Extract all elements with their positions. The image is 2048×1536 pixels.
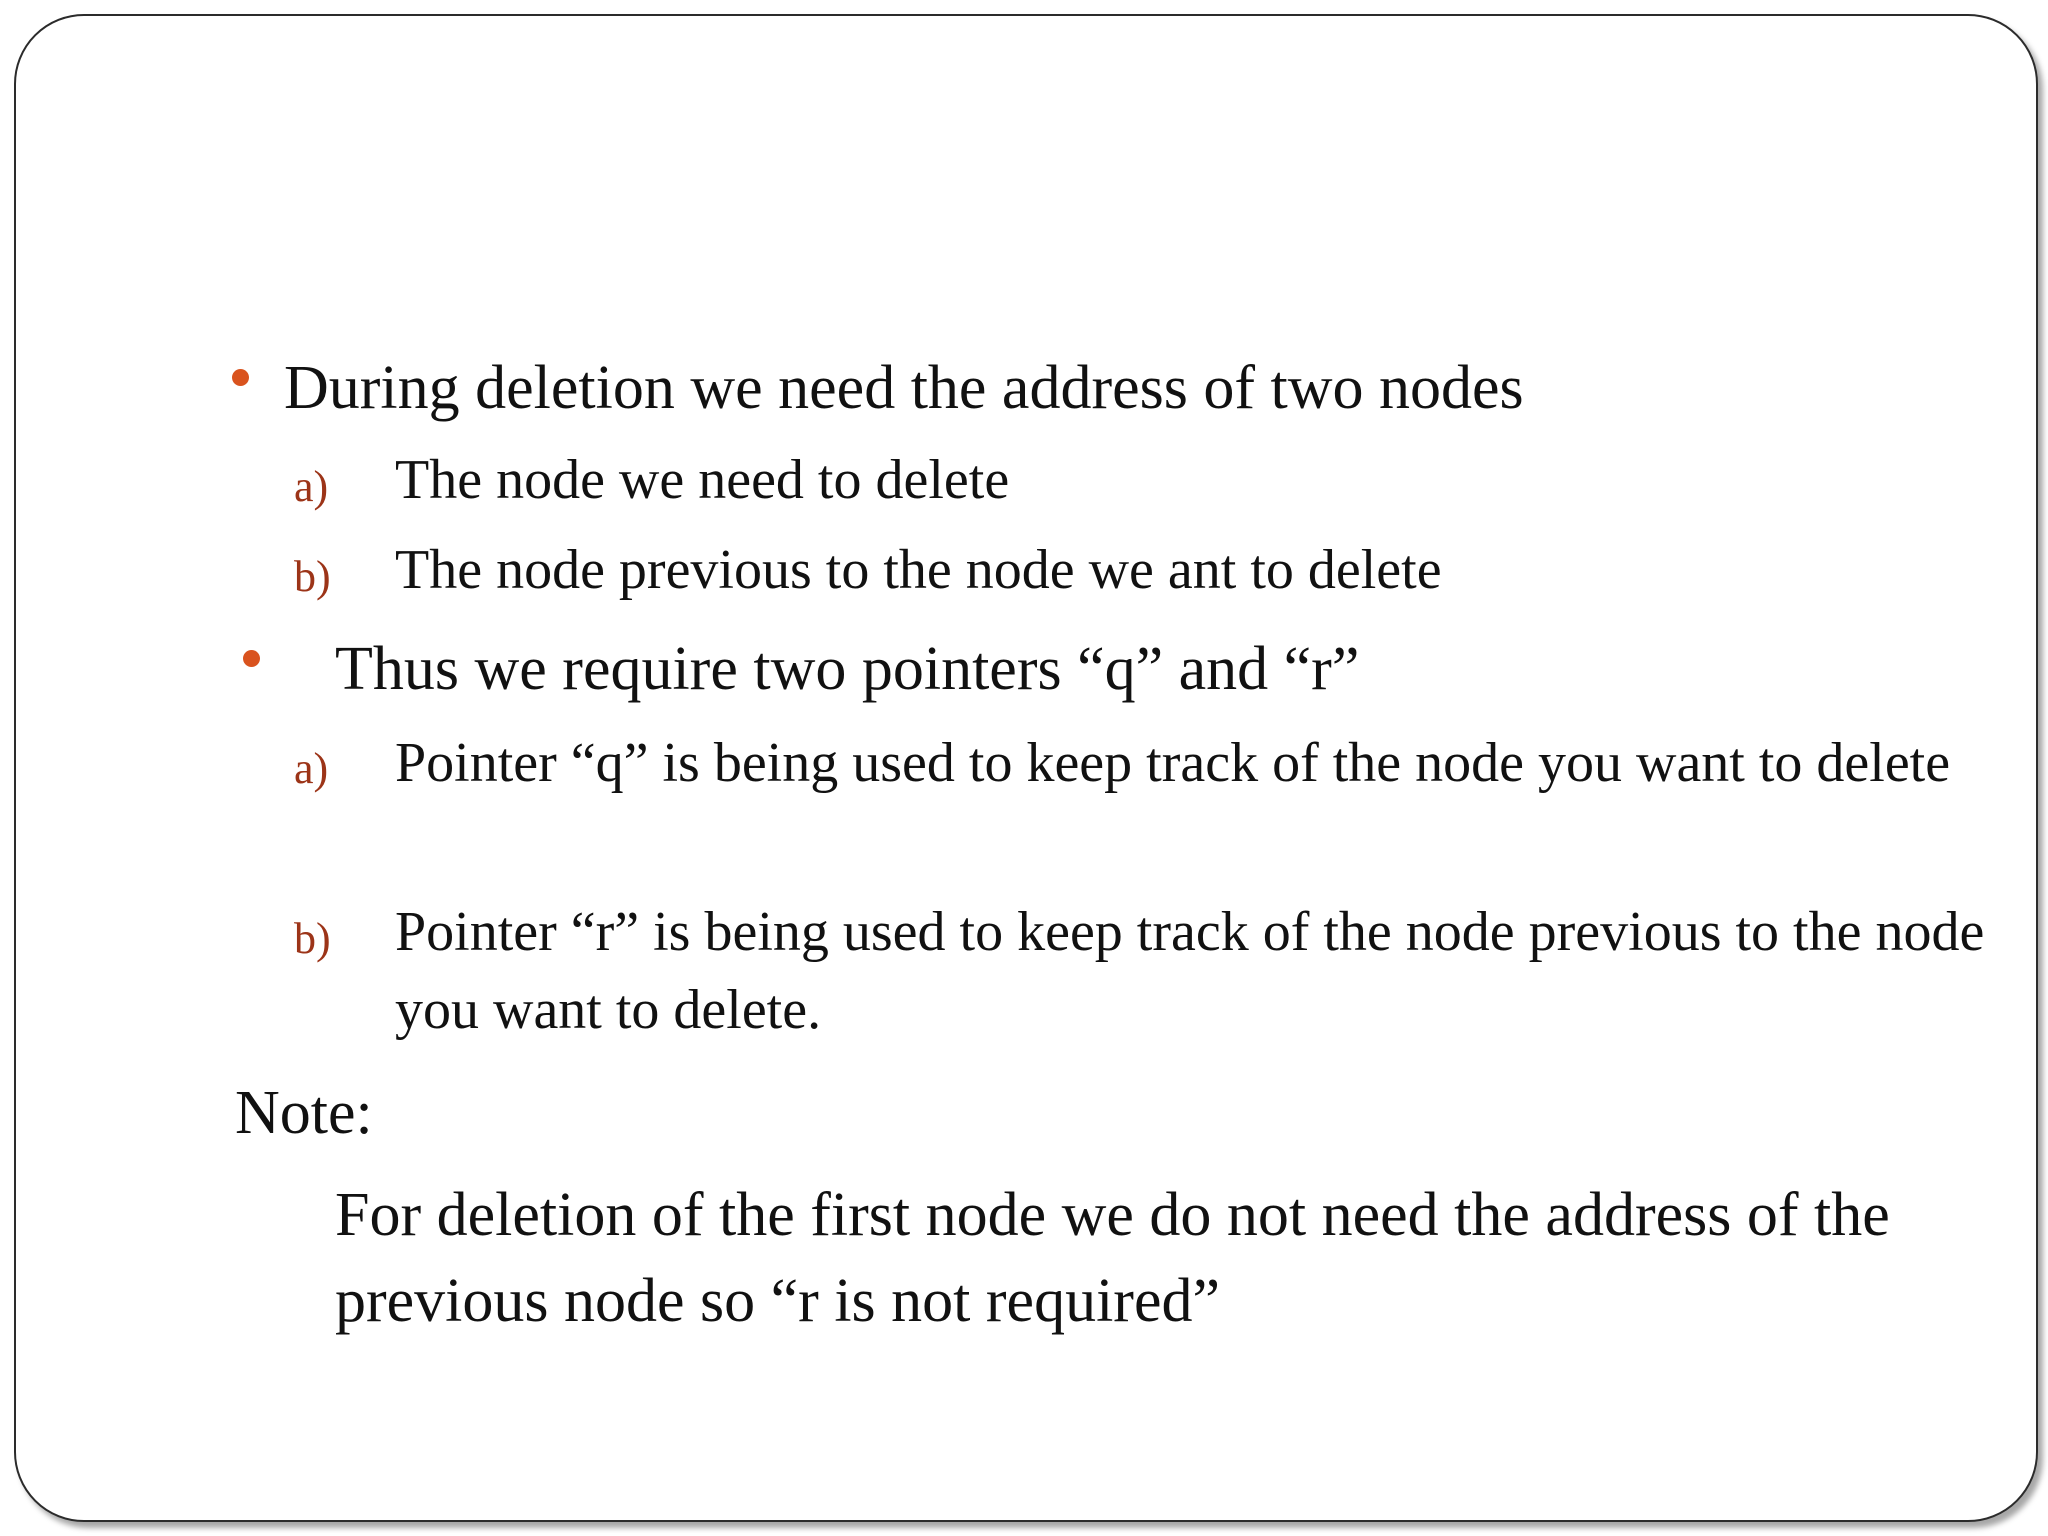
bullet-dot	[232, 369, 249, 386]
bullet-text: Thus we require two pointers “q” and “r”	[335, 635, 1360, 703]
bullet-text: During deletion we need the address of two nodes	[284, 354, 1524, 422]
sub-item-text: Pointer “q” is being used to keep track of the node you want to delete	[395, 732, 1951, 794]
sub-item-marker: b)	[294, 914, 331, 963]
note-label: Note:	[235, 1079, 373, 1147]
sub-item-marker: a)	[294, 462, 329, 511]
sub-item-text: The node we need to delete	[395, 449, 1010, 511]
bullet-dot	[243, 650, 260, 667]
sub-item-marker: b)	[294, 552, 331, 601]
sub-item-marker: a)	[294, 744, 329, 793]
sub-item-text: The node previous to the node we ant to delete	[395, 539, 1442, 601]
sub-item-text: Pointer “r” is being used to keep track of the node previous to the node you want to delete.	[395, 901, 1985, 1041]
note-text: For deletion of the first node we do not need the address of the previous node so “r is not required”	[335, 1181, 1890, 1335]
